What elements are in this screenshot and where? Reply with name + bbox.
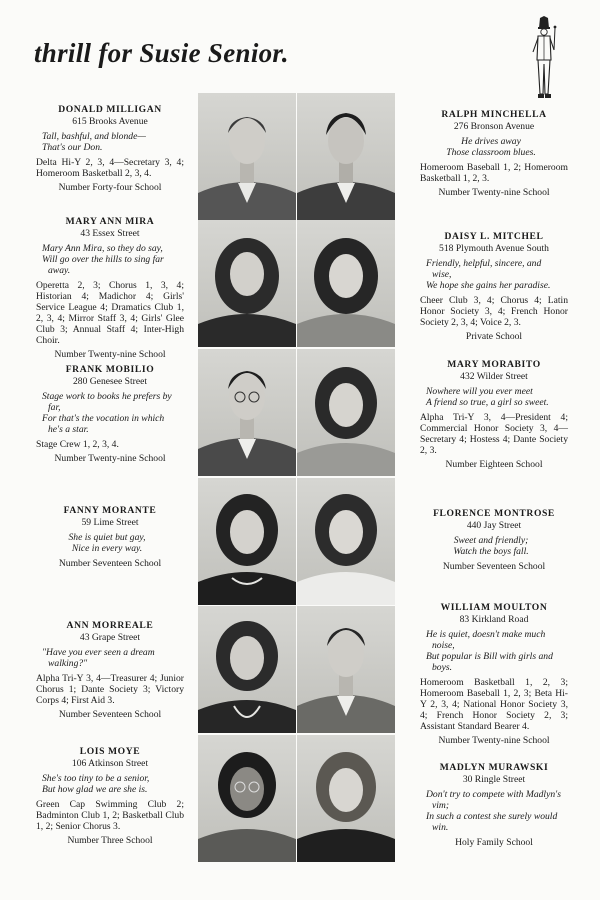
portrait-icon	[198, 735, 296, 862]
senior-entry	[36, 104, 184, 193]
student-address: 30 Ringle Street	[462, 774, 526, 785]
student-name: WILLIAM MOULTON	[440, 602, 548, 613]
portrait-photo	[297, 478, 395, 605]
student-name: MADLYN MURAWSKI	[439, 762, 549, 773]
student-name: MARY MORABITO	[447, 359, 541, 370]
verse-line: Watch the boys fall.	[453, 546, 529, 557]
portrait-icon	[297, 220, 395, 347]
verse-line: Stage work to books he prefers by far,	[42, 391, 172, 413]
drum-major-icon	[528, 16, 560, 106]
activities: Homeroom Baseball 1, 2; Homeroom Basketball 1, 2, 3.	[420, 162, 568, 184]
verse	[36, 131, 184, 153]
verse-line: Tall, bashful, and blonde—	[42, 131, 146, 142]
portrait-photo	[297, 606, 395, 733]
activities: Alpha Tri-Y 3, 4—President 4; Commercial Honor Society 3, 4—Secretary 4; Hostess 4; Dante Society 2, 3.	[420, 412, 568, 456]
verse	[36, 243, 184, 276]
school: Number Twenty-nine School	[54, 349, 166, 360]
student-address: 440 Jay Street	[466, 520, 522, 531]
senior-entry	[36, 216, 184, 360]
school: Number Twenty-nine School	[438, 735, 550, 746]
portrait-photo	[198, 735, 296, 862]
verse	[420, 258, 568, 291]
student-address: 59 Lime Street	[81, 517, 139, 528]
portrait-icon	[297, 606, 395, 733]
verse-line: Mary Ann Mira, so they do say,	[42, 243, 163, 254]
school: Number Three School	[67, 835, 153, 846]
student-name: FANNY MORANTE	[63, 505, 157, 516]
activities: Alpha Tri-Y 3, 4—Treasurer 4; Junior Chorus 1; Dante Society 3; Victory Corps 4; First Aid 3.	[36, 673, 184, 706]
senior-entry	[420, 508, 568, 572]
verse-line: But how glad we are she is.	[42, 784, 148, 795]
student-name: DAISY L. MITCHEL	[444, 231, 544, 242]
student-address: 276 Bronson Avenue	[453, 121, 535, 132]
senior-entry	[420, 359, 568, 470]
verse	[420, 629, 568, 673]
school: Number Forty-four School	[58, 182, 162, 193]
verse-line: Will go over the hills to sing far away.	[42, 254, 164, 276]
verse-line: She is quiet but gay,	[68, 532, 146, 543]
student-name: LOIS MOYE	[79, 746, 141, 757]
student-address: 43 Essex Street	[80, 228, 140, 239]
senior-entry	[36, 620, 184, 720]
senior-entry	[420, 231, 568, 342]
portrait-icon	[198, 478, 296, 605]
portrait-icon	[198, 349, 296, 476]
activities: Stage Crew 1, 2, 3, 4.	[36, 439, 119, 450]
portrait-photo	[297, 93, 395, 220]
verse	[420, 386, 568, 408]
verse-line: But popular is Bill with girls and boys.	[426, 651, 553, 673]
verse-line: She's too tiny to be a senior,	[42, 773, 150, 784]
student-name: FRANK MOBILIO	[65, 364, 155, 375]
portrait-photo	[297, 349, 395, 476]
school: Holy Family School	[455, 837, 533, 848]
verse	[36, 773, 184, 795]
verse	[420, 136, 568, 158]
portrait-photo	[297, 735, 395, 862]
school: Number Seventeen School	[58, 709, 162, 720]
portrait-photo	[198, 93, 296, 220]
school: Number Seventeen School	[442, 561, 546, 572]
verse	[36, 647, 184, 669]
senior-entry	[420, 109, 568, 198]
portrait-icon	[198, 606, 296, 733]
school: Number Seventeen School	[58, 558, 162, 569]
school: Number Twenty-nine School	[438, 187, 550, 198]
portrait-icon	[198, 220, 296, 347]
student-address: 43 Grape Street	[79, 632, 141, 643]
portrait-photo	[198, 606, 296, 733]
student-address: 615 Brooks Avenue	[72, 116, 148, 127]
verse	[36, 391, 184, 435]
page-title: thrill for Susie Senior.	[34, 38, 289, 68]
verse-line: Nowhere will you ever meet	[426, 386, 533, 397]
verse-line: He drives away	[461, 136, 521, 147]
school: Number Twenty-nine School	[54, 453, 166, 464]
portrait-photo	[297, 220, 395, 347]
student-address: 83 Kirkland Road	[459, 614, 529, 625]
portrait-icon	[297, 349, 395, 476]
verse-line: Nice in every way.	[71, 543, 143, 554]
verse-line: In such a contest she surely would win.	[426, 811, 558, 833]
verse-line: Sweet and friendly;	[453, 535, 529, 546]
activities: Homeroom Basketball 1, 2, 3; Homeroom Baseball 1, 2, 3; Beta Hi-Y 2, 3, 4; National Honor Society 3, 4; French Honor Society 2, 3; Assistant Standard Bearer 4.	[420, 677, 568, 732]
verse-line: Those classroom blues.	[446, 147, 536, 158]
student-name: FLORENCE MONTROSE	[433, 508, 555, 519]
verse-line: "Have you ever seen a dream walking?"	[42, 647, 155, 669]
student-address: 518 Plymouth Avenue South	[439, 243, 549, 254]
activities: Delta Hi-Y 2, 3, 4—Secretary 3, 4; Homeroom Basketball 2, 3, 4.	[36, 157, 184, 179]
school: Private School	[465, 331, 523, 342]
portrait-photo	[198, 478, 296, 605]
school: Number Eighteen School	[445, 459, 543, 470]
verse-line: A friend so true, a girl so sweet.	[426, 397, 549, 408]
verse	[420, 535, 568, 557]
student-address: 432 Wilder Street	[460, 371, 528, 382]
senior-entry	[36, 364, 184, 464]
verse	[36, 532, 184, 554]
student-name: RALPH MINCHELLA	[441, 109, 547, 120]
verse-line: Friendly, helpful, sincere, and wise,	[426, 258, 542, 280]
activities: Green Cap Swimming Club 2; Badminton Club 1, 2; Basketball Club 1, 2; Senior Chorus 3.	[36, 799, 184, 832]
verse-line: Don't try to compete with Madlyn's vim;	[426, 789, 561, 811]
senior-entry	[36, 505, 184, 569]
verse-line: We hope she gains her paradise.	[426, 280, 551, 291]
verse	[420, 789, 568, 833]
student-name: MARY ANN MIRA	[65, 216, 155, 227]
portrait-icon	[297, 735, 395, 862]
student-name: DONALD MILLIGAN	[58, 104, 162, 115]
activities: Operetta 2, 3; Chorus 1, 3, 4; Historian 4; Madichor 4; Girls' Service League 4; Dramatics Club 1, 2, 3, 4; Mirror Staff 3, 4; Girls' Glee Club 3; Annual Staff 4; Inter-High Choir.	[36, 280, 184, 346]
verse-line: He is quiet, doesn't make much noise,	[426, 629, 546, 651]
student-address: 106 Atkinson Street	[71, 758, 149, 769]
portrait-icon	[297, 478, 395, 605]
senior-entry	[420, 602, 568, 746]
verse-line: That's our Don.	[42, 142, 103, 153]
senior-entry	[420, 762, 568, 848]
senior-entry	[36, 746, 184, 846]
activities: Cheer Club 3, 4; Chorus 4; Latin Honor Society 3, 4; French Honor Society 2, 3, 4; Voice 2, 3.	[420, 295, 568, 328]
student-name: ANN MORREALE	[66, 620, 154, 631]
portrait-icon	[198, 93, 296, 220]
portrait-icon	[297, 93, 395, 220]
portrait-photo	[198, 349, 296, 476]
student-address: 280 Genesee Street	[72, 376, 148, 387]
portrait-photo	[198, 220, 296, 347]
verse-line: For that's the vocation in which he's a star.	[42, 413, 165, 435]
